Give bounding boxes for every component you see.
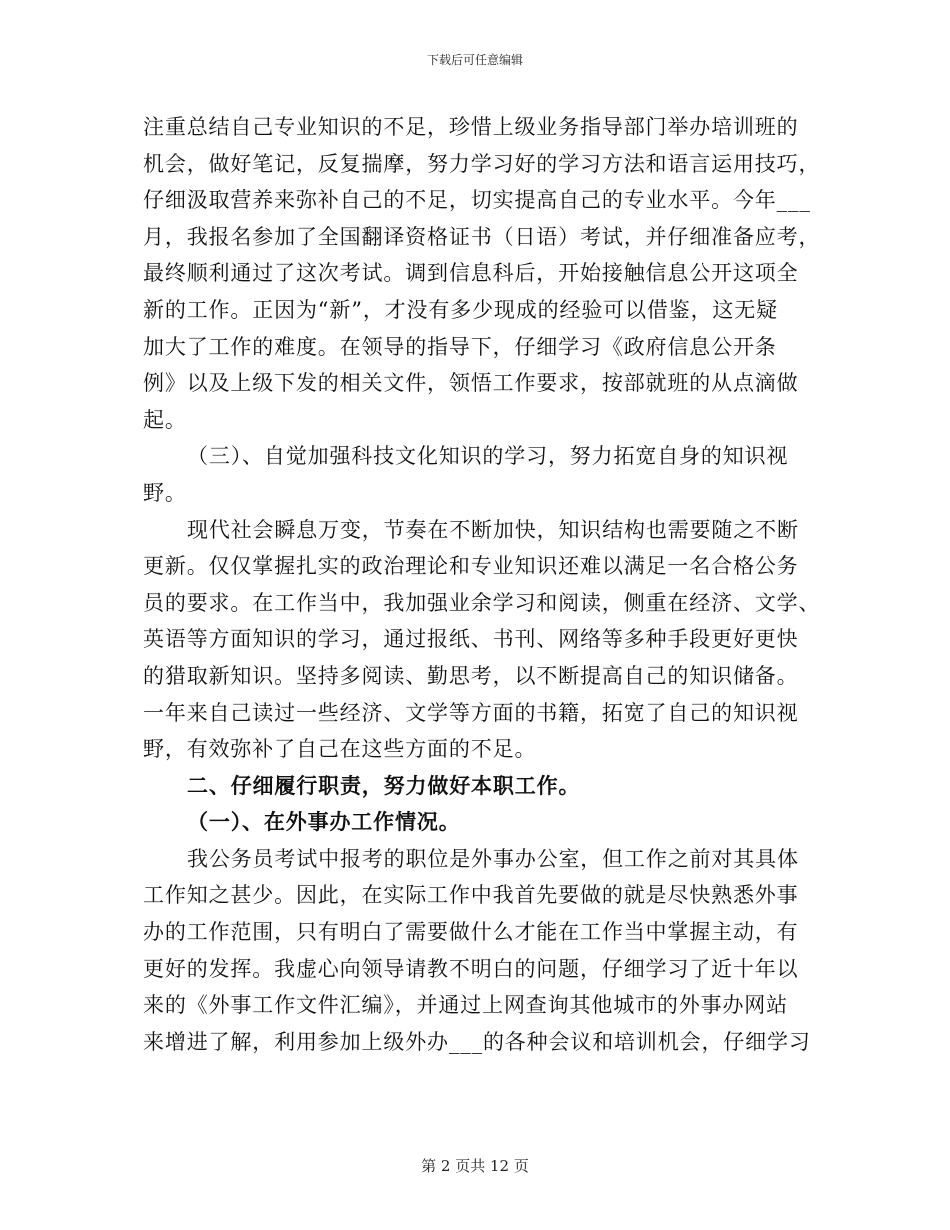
text-line: 更好的发挥。我虚心向领导请教不明白的问题，仔细学习了近十年以	[143, 956, 799, 981]
text-line: 月，我报名参加了全国翻译资格证书（日语）考试，并仔细准备应考，	[143, 224, 821, 249]
text-line: 加大了工作的难度。在领导的指导下，仔细学习《政府信息公开条	[143, 334, 777, 359]
text-line: 的猎取新知识。坚持多阅读、勤思考，以不断提高自己的知识储备。	[143, 663, 799, 688]
text-line: 我公务员考试中报考的职位是外事办公室，但工作之前对其具体	[187, 846, 799, 871]
text-line: 注重总结自己专业知识的不足，珍惜上级业务指导部门举办培训班的	[143, 115, 799, 139]
text-line: （三）、自觉加强科技文化知识的学习，努力拓宽自身的知识视	[187, 444, 789, 469]
text-line: 员的要求。在工作当中，我加强业余学习和阅读，侧重在经济、文学、	[143, 590, 821, 615]
text-line: 新的工作。正因为“新”，才没有多少现成的经验可以借鉴，这无疑	[143, 297, 778, 322]
text-line: 工作知之甚少。因此，在实际工作中我首先要做的就是尽快熟悉外事	[143, 883, 799, 908]
text-line: 起。	[143, 407, 187, 432]
text-line: 更新。仅仅掌握扎实的政治理论和专业知识还难以满足一名合格公务	[143, 554, 799, 579]
document-body	[143, 109, 821, 1060]
page-footer: 第 2 页共 12 页	[421, 1157, 529, 1175]
text-line: 一年来自己读过一些经济、文学等方面的书籍，拓宽了自己的知识视	[143, 700, 799, 725]
text-line: 现代社会瞬息万变，节奏在不断加快，知识结构也需要随之不断	[187, 517, 799, 542]
section-heading: （一）、在外事办工作情况。	[187, 809, 461, 835]
text-line: 野。	[143, 480, 187, 505]
text-line: 野，有效弥补了自己在这些方面的不足。	[143, 737, 537, 762]
text-line: 来增进了解，利用参加上级外办___的各种会议和培训机会，仔细学习	[143, 1029, 811, 1054]
text-line: 英语等方面知识的学习，通过报纸、书刊、网络等多种手段更好更快	[143, 627, 799, 652]
text-line: 机会，做好笔记，反复揣摩，努力学习好的学习方法和语言运用技巧，	[143, 151, 821, 176]
text-line: 办的工作范围，只有明白了需要做什么才能在工作当中掌握主动，有	[143, 920, 799, 945]
text-line: 例》以及上级下发的相关文件，领悟工作要求，按部就班的从点滴做	[143, 371, 799, 396]
page-header: 下载后可任意编辑	[426, 53, 523, 67]
text-line: 仔细汲取营养来弥补自己的不足，切实提高自己的专业水平。今年___	[143, 188, 811, 213]
text-line: 来的《外事工作文件汇编》，并通过上网查询其他城市的外事办网站	[143, 993, 788, 1018]
text-line: 最终顺利通过了这次考试。调到信息科后，开始接触信息公开这项全	[143, 261, 799, 286]
section-heading: 二、仔细履行职责，努力做好本职工作。	[187, 772, 581, 798]
